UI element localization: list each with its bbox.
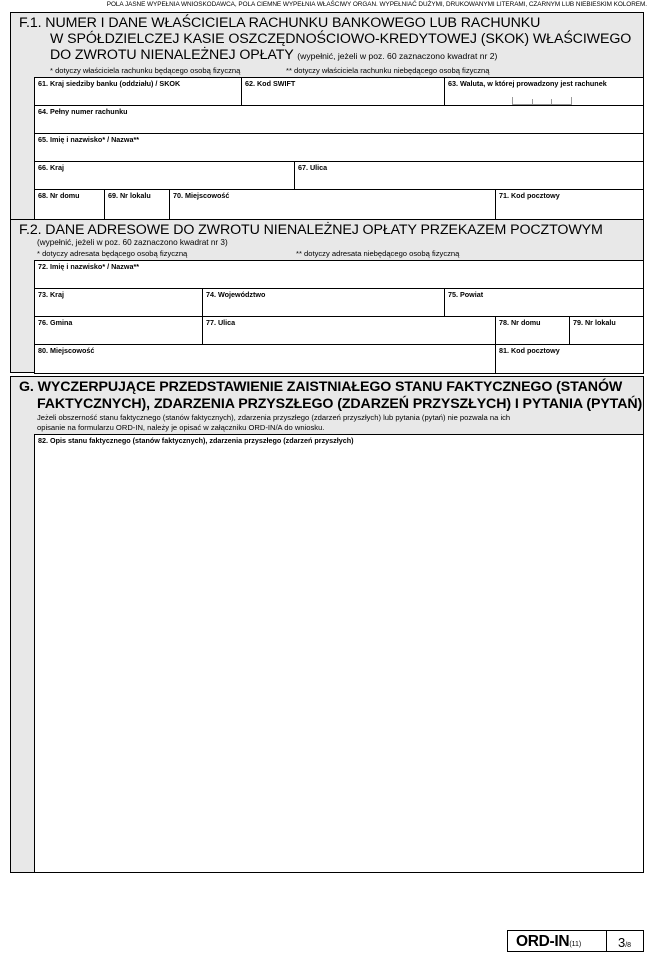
- field-82-facts-description[interactable]: [34, 434, 644, 873]
- char-box-divider: [551, 99, 552, 104]
- field-64-account-number[interactable]: [34, 105, 644, 134]
- field-81-postal-code[interactable]: [495, 344, 644, 374]
- f1-title-line2: W SPÓŁDZIELCZEJ KASIE OSZCZĘDNOŚCIOWO-KREDYTOWEJ (SKOK) WŁAŚCIWEGO: [50, 31, 632, 47]
- field-66-country[interactable]: [34, 161, 295, 190]
- section-f1: [10, 12, 644, 220]
- page-total: /8: [625, 942, 632, 949]
- field-81-label: 81. Kod pocztowy: [499, 346, 560, 355]
- field-71-postal-code[interactable]: [495, 189, 644, 221]
- field-77-street[interactable]: [202, 316, 496, 345]
- top-instruction-note: POLA JASNE WYPEŁNIA WNIOSKODAWCA, POLA CIEMNE WYPEŁNIA WŁAŚCIWY ORGAN. WYPEŁNIAĆ DUŻYMI, DRUKOWANYMI LITERAMI, CZARNYM LUB NIEBIESKIM KOLOREM.: [106, 1, 647, 8]
- field-79-apartment-number[interactable]: [569, 316, 644, 345]
- field-63-label: 63. Waluta, w której prowadzony jest rachunek: [448, 79, 607, 88]
- field-65-owner-name[interactable]: [34, 133, 644, 162]
- form-version: (11): [569, 941, 582, 948]
- field-61-label: 61. Kraj siedziby banku (oddziału) / SKOK: [38, 79, 181, 88]
- field-65-label: 65. Imię i nazwisko* / Nazwa**: [38, 135, 140, 144]
- field-62-swift-code[interactable]: [241, 77, 445, 106]
- field-63-currency[interactable]: [444, 77, 644, 106]
- field-80-label: 80. Miejscowość: [38, 346, 95, 355]
- g-desc-line2: opisanie na formularzu ORD-IN, należy je opisać w załączniku ORD-IN/A do wniosku.: [37, 423, 325, 432]
- field-69-label: 69. Nr lokalu: [108, 191, 151, 200]
- g-title-line1: G. WYCZERPUJĄCE PRZEDSTAWIENIE ZAISTNIAŁEGO STANU FAKTYCZNEGO (STANÓW: [19, 379, 623, 395]
- field-62-label: 62. Kod SWIFT: [245, 79, 296, 88]
- section-f2: [10, 219, 644, 373]
- field-67-label: 67. Ulica: [298, 163, 328, 172]
- field-78-house-number[interactable]: [495, 316, 570, 345]
- f1-note-natural: * dotyczy właściciela rachunku będącego osobą fizyczną: [50, 66, 241, 75]
- f1-title-hint: (wypełnić, jeżeli w poz. 60 zaznaczono kwadrat nr 2): [297, 51, 498, 61]
- field-74-label: 74. Województwo: [206, 290, 266, 299]
- field-82-label: 82. Opis stanu faktycznego (stanów faktycznych), zdarzenia przyszłego (zdarzeń przyszłych): [38, 436, 354, 445]
- field-72-addressee-name[interactable]: [34, 260, 644, 289]
- f2-note-legal: ** dotyczy adresata niebędącego osobą fizyczną: [296, 249, 460, 258]
- field-67-street[interactable]: [294, 161, 644, 190]
- field-73-label: 73. Kraj: [38, 290, 64, 299]
- page-number: 3: [618, 935, 626, 950]
- field-72-label: 72. Imię i nazwisko* / Nazwa**: [38, 262, 140, 271]
- f1-title-line1: F.1. NUMER I DANE WŁAŚCICIELA RACHUNKU BANKOWEGO LUB RACHUNKU: [19, 15, 541, 31]
- field-68-house-number[interactable]: [34, 189, 105, 221]
- field-78-label: 78. Nr domu: [499, 318, 541, 327]
- form-code-wrap: [516, 933, 581, 951]
- field-76-label: 76. Gmina: [38, 318, 73, 327]
- g-title-line2: FAKTYCZNYCH), ZDARZENIA PRZYSZŁEGO (ZDARZEŃ PRZYSZŁYCH) I PYTANIA (PYTAŃ): [37, 396, 643, 412]
- field-80-city[interactable]: [34, 344, 496, 374]
- currency-char-boxes: [512, 97, 572, 105]
- f1-title-line3-wrap: [50, 47, 497, 64]
- field-77-label: 77. Ulica: [206, 318, 236, 327]
- page-number-box: [606, 930, 644, 952]
- char-box-divider: [532, 99, 533, 104]
- field-70-label: 70. Miejscowość: [173, 191, 230, 200]
- field-75-county[interactable]: [444, 288, 644, 317]
- form-code-box: [507, 930, 607, 952]
- field-70-city[interactable]: [169, 189, 496, 221]
- field-61-bank-country[interactable]: [34, 77, 242, 106]
- field-73-country[interactable]: [34, 288, 203, 317]
- field-76-commune[interactable]: [34, 316, 203, 345]
- field-79-label: 79. Nr lokalu: [573, 318, 616, 327]
- page-number-wrap: [618, 934, 631, 952]
- field-64-label: 64. Pełny numer rachunku: [38, 107, 128, 116]
- f2-hint: (wypełnić, jeżeli w poz. 60 zaznaczono kwadrat nr 3): [37, 238, 228, 247]
- field-68-label: 68. Nr domu: [38, 191, 80, 200]
- field-71-label: 71. Kod pocztowy: [499, 191, 560, 200]
- field-75-label: 75. Powiat: [448, 290, 484, 299]
- field-66-label: 66. Kraj: [38, 163, 64, 172]
- form-code: ORD-IN: [516, 933, 570, 950]
- g-desc-line1: Jeżeli obszerność stanu faktycznego (stanów faktycznych), zdarzenia przyszłego (zdarzeń przyszłych) lub pytania (pytań) nie pozwala na ich: [37, 413, 511, 422]
- f2-note-natural: * dotyczy adresata będącego osobą fizyczną: [37, 249, 188, 258]
- f2-title: F.2. DANE ADRESOWE DO ZWROTU NIENALEŻNEJ OPŁATY PRZEKAZEM POCZTOWYM: [19, 222, 603, 238]
- field-74-voivodeship[interactable]: [202, 288, 445, 317]
- field-69-apartment-number[interactable]: [104, 189, 170, 221]
- f1-title-line3: DO ZWROTU NIENALEŻNEJ OPŁATY: [50, 47, 294, 63]
- f1-note-legal: ** dotyczy właściciela rachunku niebędącego osobą fizyczną: [286, 66, 490, 75]
- section-g: [10, 376, 644, 873]
